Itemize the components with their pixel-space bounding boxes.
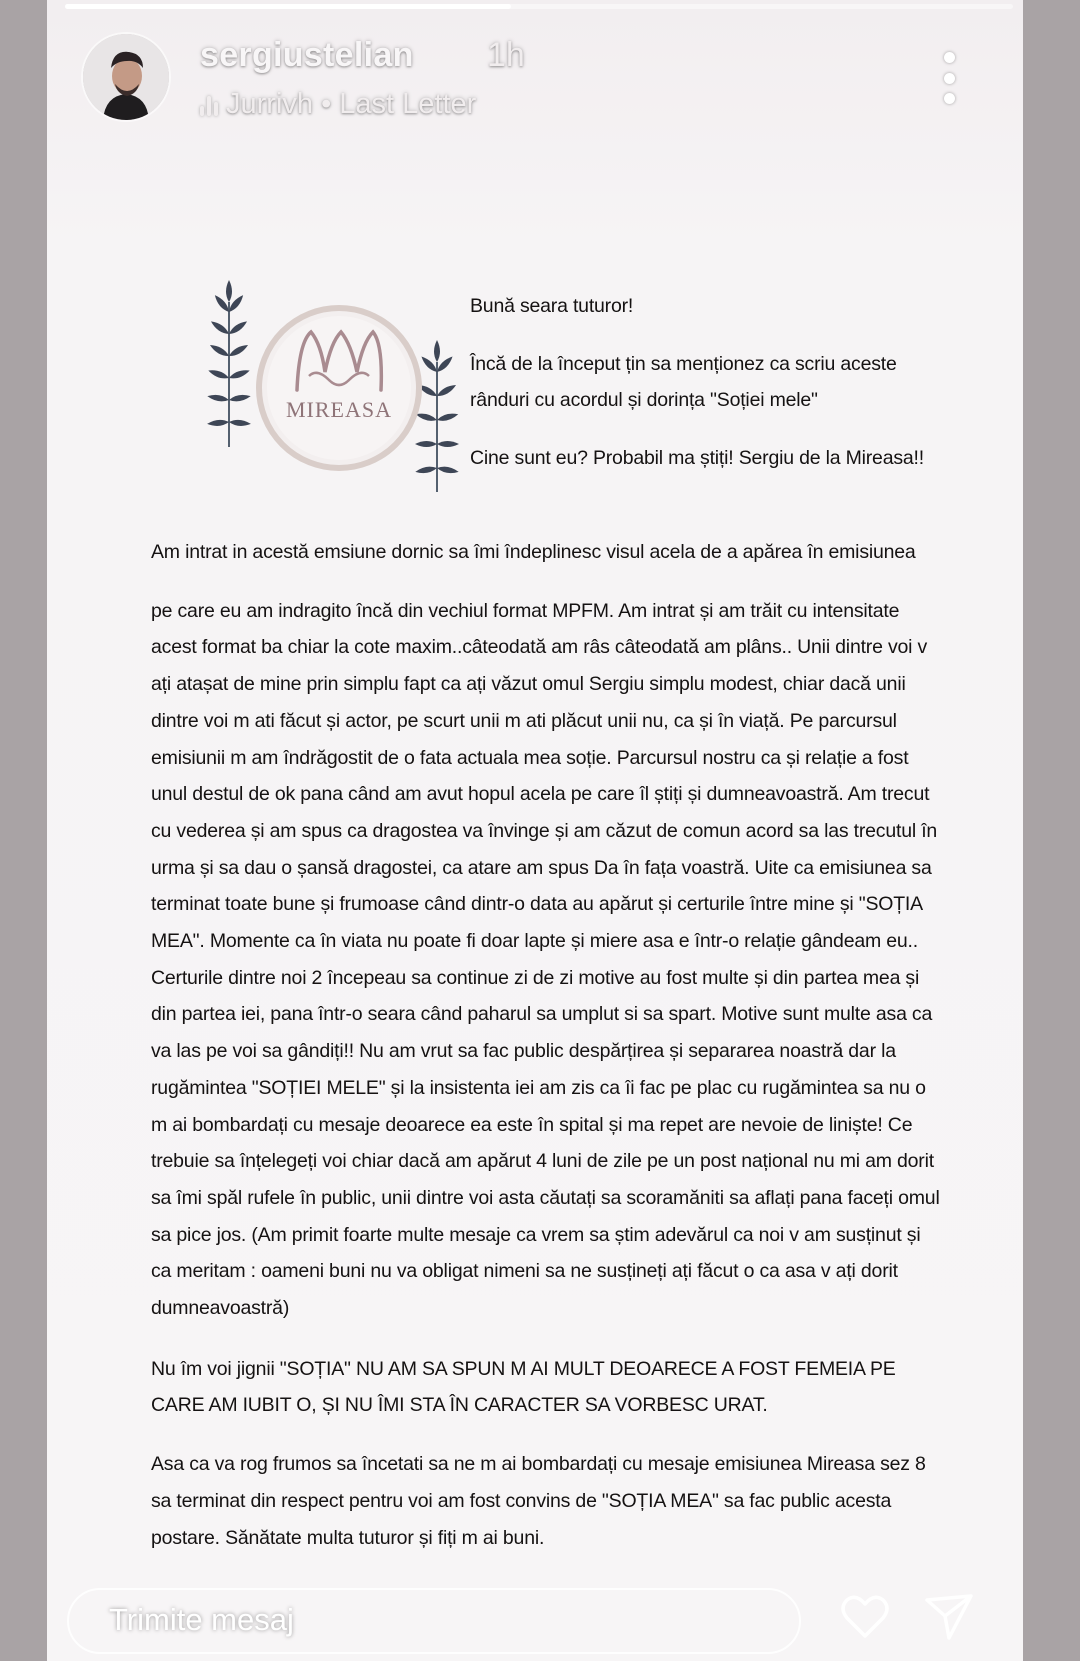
paragraph-3: Nu îm voi jignii "SOȚIA" NU AM SA SPUN M AI MULT DEOARECE A FOST FEMEIA PE CARE AM IUBIT O, ȘI NU ÎMI STA ÎN CARACTER SA VORBESC URAT. [151, 1357, 896, 1417]
paragraph-4: Asa ca va rog frumos sa încetati sa ne m ai bombardați cu mesaje emisiunea Mireasa sez 8 sa terminat din respect pentru voi am fost convins de "SOȚIA MEA" sa fac public acesta postare. Sănătate multa tuturor și fiți m ai buni. [151, 1453, 926, 1549]
mireasa-logo [169, 272, 499, 502]
music-title: Jurrivh • Last Letter [226, 88, 477, 120]
paragraph-2: pe care eu am indragito încă din vechiul format MPFM. Am intrat și am trăit cu intensitate acest format ba chiar la cote maxim..câteodată am râs câteodată am plâns.. Unii dintre voi v ați atașat de mine prin simplu fapt ca ați văzut omul Sergiu simplu modest, chiar dacă unii dintre voi m ati făcut și actor, pe scurt unii m ati plăcut unii nu, ca și în viață. Pe parcursul emisiunii m am îndrăgostit de o fata actuala mea soție. Parcursul nostru ca și relație a fost unul destul de ok pana când am avut hopul acela pe care îl știți și dumneavoastră. Am trecut cu vederea și am spus ca dragostea va învinge și am căzut de comun acord sa las trecutul în urma și sa dau o șansă dragostei, ca atare am spus Da în fața voastră. Uite ca emisiunea sa terminat toate bune și frumoase când dintr-o data au apărut și certurile între mine și "SOȚIA MEA". Momente ca în viata nu poate fi doar lapte și miere asa e într-o relație gândeam eu.. Certurile dintre noi 2 începeau sa continue zi de zi motive au fost multe și din partea mea și din partea iei, pana într-o seara când paharul sa umplut si sa spart. Motive sunt multe asa ca va las pe voi sa gândiți!! Nu am vrut sa fac public despărțirea și separarea noastră dar la rugămintea "SOȚIEI MELE" și la insistenta iei am zis ca îi fac pe plac cu rugămintea sa nu o m ai bombardați cu mesaje deoarece ea este în spital și ma repet are nevoie de liniște! Ce trebuie sa înțelegeți voi chiar dacă am apărut 4 luni de zile pe un post național nu mi am dorit sa îmi spăl rufele în public, unii dintre voi asta căutați sa scoramăniti sa aflați pana faceți omul sa pice jos. (Am primit foarte multe mesaje ca vrem sa știm adevărul ca noi v am susținut și ca meritam : oameni buni nu va obligat nimeni sa ne susțineți ați făcut o ca asa v ați dorit dumneavoastră) [151, 599, 940, 1320]
greeting: Bună seara tuturor! [470, 295, 634, 317]
story-username[interactable]: sergiustelian [200, 36, 414, 74]
leaf-decoration-left-icon [207, 280, 251, 447]
letter-header [470, 288, 930, 498]
paragraph-1: Am intrat in acestă emsiune dornic sa îmi îndeplinesc visul acela de a apărea în emisiunea [151, 541, 916, 563]
intro-paragraph: Încă de la început țin sa menționez ca scriu aceste rânduri cu acordul și dorința "Soției mele" [470, 353, 897, 411]
avatar[interactable] [83, 34, 169, 120]
reply-placeholder: Trimite mesaj [109, 1602, 294, 1637]
send-icon[interactable] [919, 1586, 979, 1646]
heart-icon[interactable] [835, 1586, 895, 1646]
story-viewer[interactable] [47, 0, 1023, 1661]
who-paragraph: Cine sunt eu? Probabil ma știți! Sergiu de la Mireasa!! [470, 447, 924, 469]
story-progress-fill [65, 4, 511, 9]
leaf-decoration-right-icon [415, 340, 459, 492]
letter-body [151, 534, 941, 1578]
logo-text: MIREASA [285, 397, 393, 422]
reply-input[interactable] [67, 1588, 801, 1654]
music-bars-icon [200, 94, 218, 116]
avatar-image [83, 34, 169, 120]
story-time: 1h [487, 36, 525, 74]
story-progress-bar [65, 4, 1013, 9]
music-sticker[interactable] [200, 88, 476, 121]
more-vertical-icon[interactable] [942, 52, 956, 104]
